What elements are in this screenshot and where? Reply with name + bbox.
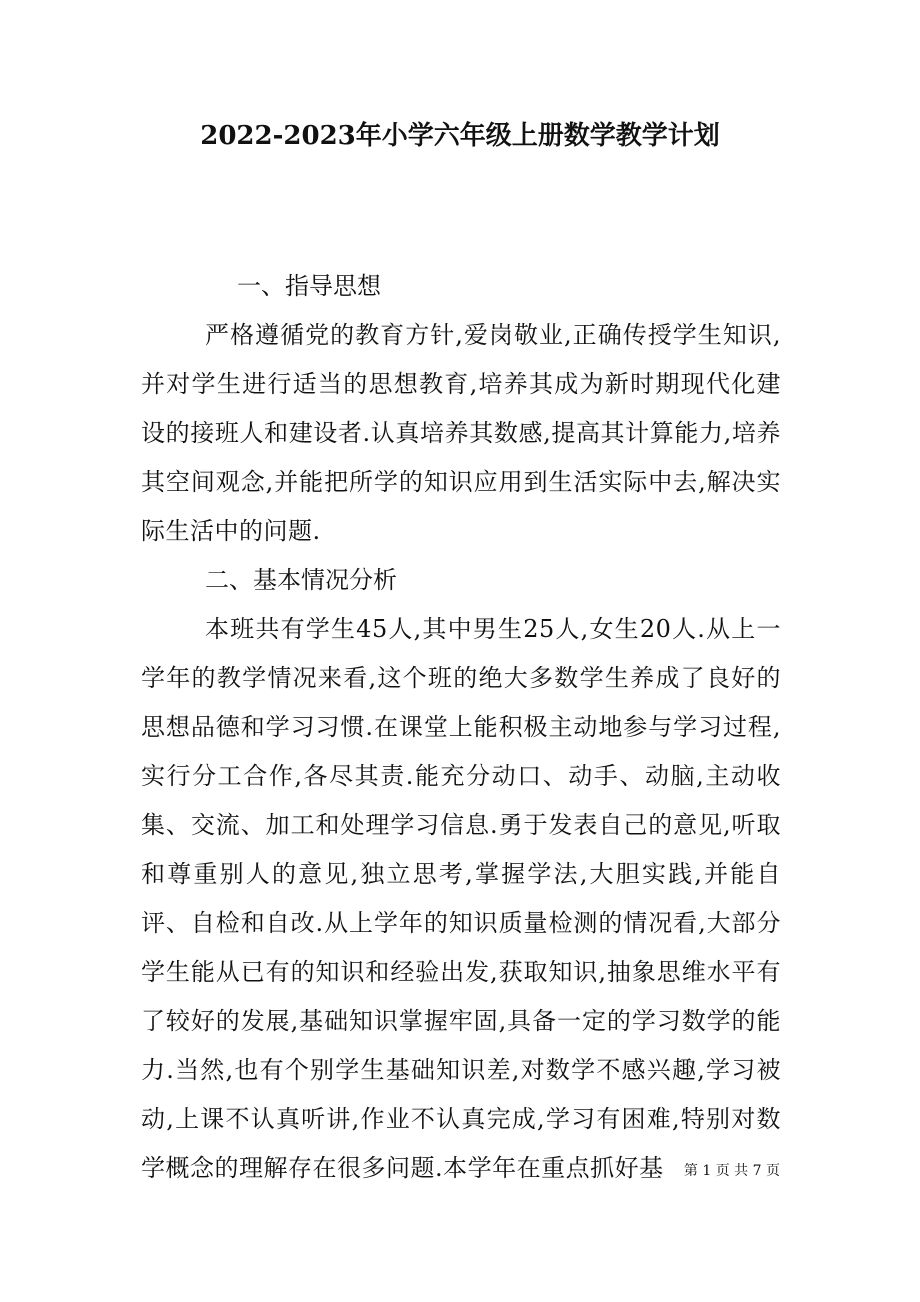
section-paragraph-situation-analysis: 本班共有学生45人,其中男生25人,女生20人.从上一学年的教学情况来看,这个班的绝大多数学生养成了良好的思想品德和学习习惯.在课堂上能积极主动地参与学习过程,实行分工合作,各尽其责.能充分动口、动手、动脑,主动收集、交流、加工和处理学习信息.勇于发表自己的意见,听取和尊重别人的意见,独立思考,掌握学法,大胆实践,并能自评、自检和自改.从上学年的知识质量检测的情况看,大部分学生能从已有的知识和经验出发,获取知识,抽象思维水平有了较好的发展,基础知识掌握牢固,具备一定的学习数学的能力.当然,也有个别学生基础知识差,对数学不感兴趣,学习被动,上课不认真听讲,作业不认真完成,学习有困难,特别对数学概念的理解存在很多问题.本学年在重点抓好基 bbox=[141, 615, 781, 1182]
document-body bbox=[141, 262, 781, 1193]
page-number-footer: 第 1 页 共 7 页 bbox=[683, 1163, 780, 1179]
section-heading-situation-analysis: 二、基本情况分析 bbox=[205, 566, 397, 594]
section-heading-guiding-ideology: 一、指导思想 bbox=[237, 272, 381, 300]
section-paragraph-guiding-ideology: 严格遵循党的教育方针,爱岗敬业,正确传授学生知识,并对学生进行适当的思想教育,培养其成为新时期现代化建设的接班人和建设者.认真培养其数感,提高其计算能力,培养其空间观念,并能把所学的知识应用到生活实际中去,解决实际生活中的问题. bbox=[141, 321, 781, 545]
document-title: 2022-2023年小学六年级上册数学教学计划 bbox=[200, 121, 720, 151]
